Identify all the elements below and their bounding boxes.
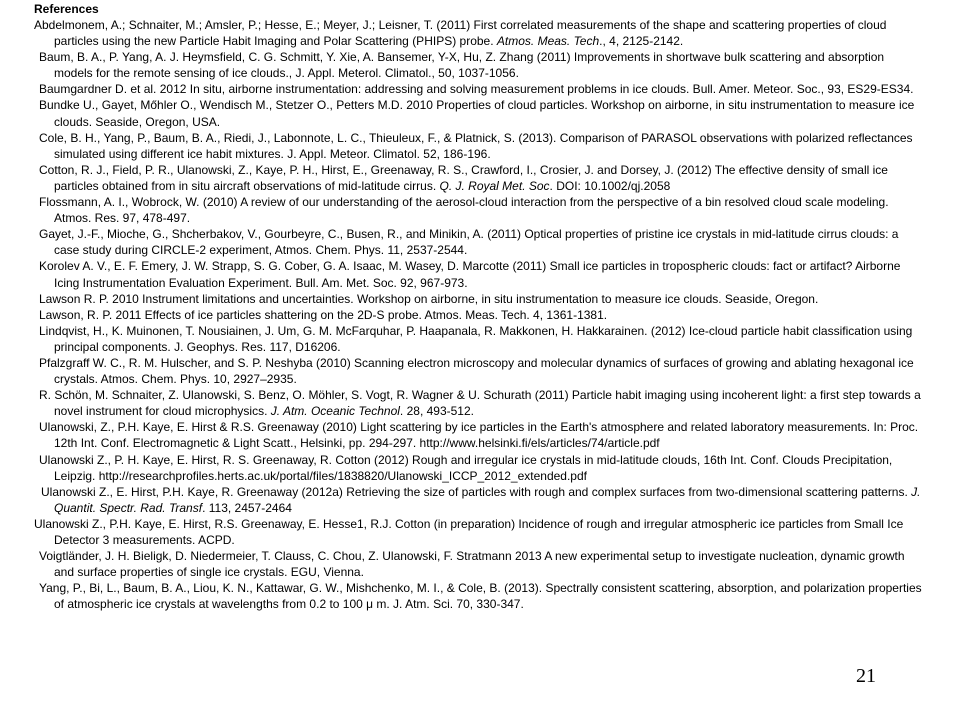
reference-text: Ulanowski Z., P.H. Kaye, E. Hirst, R.S. Greenaway, E. Hesse1, R.J. Cotton (in preparation) Incidence of rough and irregular atmospheric ice particles from Small Ice Detector 3 measurements. ACPD. (34, 516, 904, 547)
reference-entry (34, 81, 926, 97)
reference-citation: . 28, 493-512. (399, 404, 474, 419)
reference-entry (34, 452, 926, 484)
reference-entry (34, 258, 926, 290)
reference-text: Voigtländer, J. H. Bieligk, D. Niedermeier, T. Clauss, C. Chou, Z. Ulanowski, F. Stratmann 2013 A new experimental setup to investigate nucleation, dynamic growth and surface properties of single ice crystals. EGU, Vienna. (39, 549, 905, 580)
reference-text: Cotton, R. J., Field, P. R., Ulanowski, Z., Kaye, P. H., Hirst, E., Greenaway, R. S., Crawford, I., Crosier, J. and Dorsey, J. (2012) The effective density of small ice particles obtained from in situ aircraft observations of mid-latitude cirrus. (39, 162, 888, 193)
reference-text: Yang, P., Bi, L., Baum, B. A., Liou, K. N., Kattawar, G. W., Mishchenko, M. I., & Cole, B. (2013). Spectrally consistent scattering, absorption, and polarization properties of atmospheric ice crystals at wavelengths from 0.2 to 100 μ m. J. Atm. Sci. 70, 330-347. (39, 581, 922, 612)
reference-text: Abdelmonem, A.; Schnaiter, M.; Amsler, P.; Hesse, E.; Meyer, J.; Leisner, T. (2011) First correlated measurements of the shape and scattering properties of cloud particles using the new Particle Habit Imaging and Polar Scattering (PHIPS) probe. (34, 18, 887, 49)
journal-title: Q. J. Royal Met. Soc (439, 178, 550, 193)
reference-entry (34, 291, 926, 307)
reference-entry (34, 194, 926, 226)
reference-entry (34, 580, 926, 612)
reference-list (34, 17, 926, 612)
reference-entry (34, 226, 926, 258)
reference-entry (34, 548, 926, 580)
reference-text: Lawson, R. P. 2011 Effects of ice particles shattering on the 2D-S probe. Atmos. Meas. Tech. 4, 1361-1381. (39, 307, 608, 322)
reference-text: Baum, B. A., P. Yang, A. J. Heymsfield, C. G. Schmitt, Y. Xie, A. Bansemer, Y-X, Hu, Z. Zhang (2011) Improvements in shortwave bulk scattering and absorption models for the remote sensing of ice clouds., J. Appl. Meterol. Climatol., 50, 1037-1056. (39, 50, 885, 81)
reference-entry (34, 97, 926, 129)
reference-entry (34, 49, 926, 81)
reference-text: Lawson R. P. 2010 Instrument limitations and uncertainties. Workshop on airborne, in situ instrumentation to measure ice clouds. Seaside, Oregon. (39, 291, 819, 306)
reference-entry (34, 130, 926, 162)
reference-text: Ulanowski Z., E. Hirst, P.H. Kaye, R. Greenaway (2012a) Retrieving the size of particles with rough and complex surfaces from two-dimensional scattering patterns. (41, 484, 912, 499)
reference-entry (34, 419, 926, 451)
journal-title: J. Quantit. Spectr. Rad. Transf (54, 484, 921, 515)
journal-title: J. Atm. Oceanic Technol (270, 404, 400, 419)
reference-entry (34, 162, 926, 194)
page-number: 21 (856, 665, 876, 687)
reference-text: Ulanowski Z., P. H. Kaye, E. Hirst, R. S. Greenaway, R. Cotton (2012) Rough and irregular ice crystals in mid-latitude clouds, 16th Int. Conf. Clouds Precipitation, Leipzig. http://researchprofiles.herts.ac.uk/portal/files/1838820/Ulanowski_ICCP_2012_extended.pdf (39, 452, 893, 483)
reference-entry (34, 323, 926, 355)
reference-citation: . DOI: 10.1002/qj.2058 (549, 178, 671, 193)
journal-title: Atmos. Meas. Tech (496, 34, 600, 49)
reference-entry (34, 355, 926, 387)
reference-text: Pfalzgraff W. C., R. M. Hulscher, and S. P. Neshyba (2010) Scanning electron microscopy and molecular dynamics of surfaces of growing and ablating hexagonal ice crystals. Atmos. Chem. Phys. 10, 2927–2935. (39, 355, 914, 387)
reference-entry (34, 516, 926, 548)
reference-text: Baumgardner D. et al. 2012 In situ, airborne instrumentation: addressing and solving measurement problems in ice clouds. Bull. Amer. Meteor. Soc., 93, ES29-ES34. (39, 82, 914, 97)
references-heading: References (34, 2, 99, 16)
reference-text: Gayet, J.-F., Mioche, G., Shcherbakov, V., Gourbeyre, C., Busen, R., and Minikin, A. (2011) Optical properties of pristine ice crystals in mid-latitude cirrus clouds: a case study during CIRCLE-2 experiment, Atmos. Chem. Phys. 11, 2537-2544. (39, 227, 899, 258)
reference-entry (34, 387, 926, 419)
reference-text: R. Schön, M. Schnaiter, Z. Ulanowski, S. Benz, O. Möhler, S. Vogt, R. Wagner & U. Schurath (2011) Particle habit imaging using incoherent light: a first step towards a novel instrument for cloud microphysics. (39, 388, 921, 419)
reference-text: Korolev A. V., E. F. Emery, J. W. Strapp, S. G. Cober, G. A. Isaac, M. Wasey, D. Marcotte (2011) Small ice particles in tropospheric clouds: fact or artifact? Airborne Icing Instrumentation Evaluation Experiment. Bull. Am. Met. Soc. 92, 967-973. (39, 259, 901, 290)
reference-text: Cole, B. H., Yang, P., Baum, B. A., Riedi, J., Labonnote, L. C., Thieuleux, F., & Platnick, S. (2013). Comparison of PARASOL observations with polarized reflectances simulated using different ice habit mixtures. J. Appl. Meteor. Climatol. 52, 186-196. (39, 130, 913, 161)
reference-entry (34, 17, 926, 49)
reference-citation: . 113, 2457-2464 (202, 500, 292, 515)
reference-text: Ulanowski, Z., P.H. Kaye, E. Hirst & R.S. Greenaway (2010) Light scattering by ice particles in the Earth's atmosphere and related laboratory measurements. In: Proc. 12th Int. Conf. Electromagnetic & Light Scatt., Helsinki, pp. 294-297. http://www.helsinki.fi/els/articles/74/article.pdf (39, 420, 919, 451)
reference-entry (34, 307, 926, 323)
reference-text: Bundke U., Gayet, Mőhler O., Wendisch M., Stetzer O., Petters M.D. 2010 Properties of cloud particles. Workshop on airborne, in situ instrumentation to measure ice clouds. Seaside, Oregon, USA. (39, 98, 915, 129)
reference-entry (34, 484, 926, 516)
reference-text: Flossmann, A. I., Wobrock, W. (2010) A review of our understanding of the aerosol-cloud interaction from the perspective of a bin resolved cloud scale modeling. Atmos. Res. 97, 478-497. (39, 195, 889, 226)
reference-citation: ., 4, 2125-2142. (599, 34, 684, 49)
reference-text: Lindqvist, H., K. Muinonen, T. Nousiainen, J. Um, G. M. McFarquhar, P. Haapanala, R. Makkonen, H. Hakkarainen. (2012) Ice-cloud particle habit classification using principal components. J. Geophys. Res. 117, D16206. (39, 323, 913, 354)
